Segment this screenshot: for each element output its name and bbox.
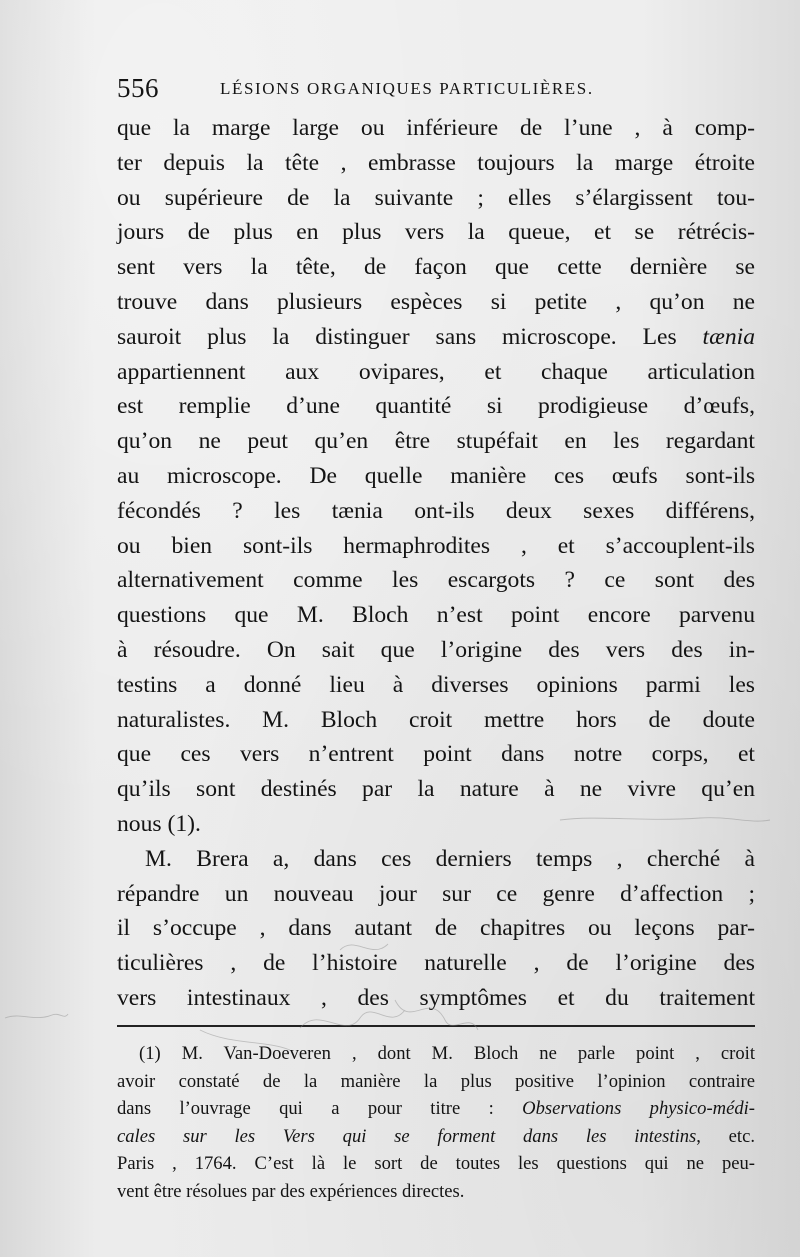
body-line: vers intestinaux , des symptômes et du traitement bbox=[117, 984, 755, 1011]
body-line: qu’on ne peut qu’en être stupéfait en les regardant bbox=[117, 428, 755, 455]
body-line: jours de plus en plus vers la queue, et se rétrécis- bbox=[117, 219, 755, 246]
body-line: naturalistes. M. Bloch croit mettre hors de doute bbox=[117, 706, 755, 733]
body-line: testins a donné lieu à diverses opinions parmi les bbox=[117, 671, 755, 698]
footnote-title-italic: cales sur les Vers qui se forment dans les intestins bbox=[117, 1125, 697, 1147]
footnote-line bbox=[117, 1095, 755, 1123]
footnote bbox=[117, 1040, 755, 1206]
page-header bbox=[117, 70, 757, 110]
body-line: ter depuis la tête , embrasse toujours la marge étroite bbox=[117, 149, 755, 176]
body-text bbox=[117, 111, 755, 1016]
body-line: fécondés ? les tænia ont-ils deux sexes différens, bbox=[117, 497, 755, 524]
running-head: LÉSIONS ORGANIQUES PARTICULIÈRES. bbox=[220, 79, 594, 98]
body-line: qu’ils sont destinés par la nature à ne vivre qu’en bbox=[117, 776, 755, 803]
body-line: appartiennent aux ovipares, et chaque articulation bbox=[117, 358, 755, 385]
body-line: trouve dans plusieurs espèces si petite , qu’on ne bbox=[117, 288, 755, 315]
body-line: que la marge large ou inférieure de l’une , à comp- bbox=[117, 115, 755, 141]
body-line-with-italic bbox=[117, 320, 755, 355]
body-line: ou bien sont-ils hermaphrodites , et s’accouplent-ils bbox=[117, 532, 755, 559]
footnote-line-text: dans l’ouvrage qui a pour titre : bbox=[117, 1098, 523, 1120]
body-line: il s’occupe , dans autant de chapitres ou leçons par- bbox=[117, 915, 755, 942]
body-line: répandre un nouveau jour sur ce genre d’affection ; bbox=[117, 880, 755, 907]
body-line: au microscope. De quelle manière ces œufs sont-ils bbox=[117, 462, 755, 489]
page-number: 556 bbox=[117, 73, 159, 103]
body-line: sent vers la tête, de façon que cette dernière se bbox=[117, 254, 755, 281]
footnote-line: avoir constaté de la manière la plus positive l’opinion contraire bbox=[117, 1070, 755, 1092]
footnote-line: Paris , 1764. C’est là le sort de toutes les questions qui ne peu- bbox=[117, 1153, 755, 1175]
body-line: ou supérieure de la suivante ; elles s’élargissent tou- bbox=[117, 184, 755, 211]
italic-term: tænia bbox=[702, 323, 755, 350]
body-line: à résoudre. On sait que l’origine des vers des in- bbox=[117, 636, 755, 663]
footnote-line bbox=[117, 1123, 755, 1151]
body-line: questions que M. Bloch n’est point encore parvenu bbox=[117, 602, 755, 629]
paragraph-start-line: M. Brera a, dans ces derniers temps , cherché à bbox=[145, 845, 755, 872]
body-line: est remplie d’une quantité si prodigieuse d’œufs, bbox=[117, 393, 755, 420]
body-line: nous (1). bbox=[117, 810, 201, 837]
footnote-rule bbox=[117, 1025, 755, 1027]
footnote-line-text: , etc. bbox=[696, 1125, 756, 1147]
body-line-text: sauroit plus la distinguer sans microscope. Les bbox=[117, 323, 703, 350]
footnote-line: (1) M. Van-Doeveren , dont M. Bloch ne parle point , croit bbox=[139, 1043, 755, 1064]
footnote-line: vent être résolues par des expériences directes. bbox=[117, 1180, 465, 1202]
footnote-title-italic: Observations physico-médi- bbox=[522, 1098, 755, 1120]
body-line: ticulières , de l’histoire naturelle , de l’origine des bbox=[117, 950, 755, 977]
body-line: que ces vers n’entrent point dans notre corps, et bbox=[117, 741, 755, 768]
body-line: alternativement comme les escargots ? ce sont des bbox=[117, 567, 755, 594]
